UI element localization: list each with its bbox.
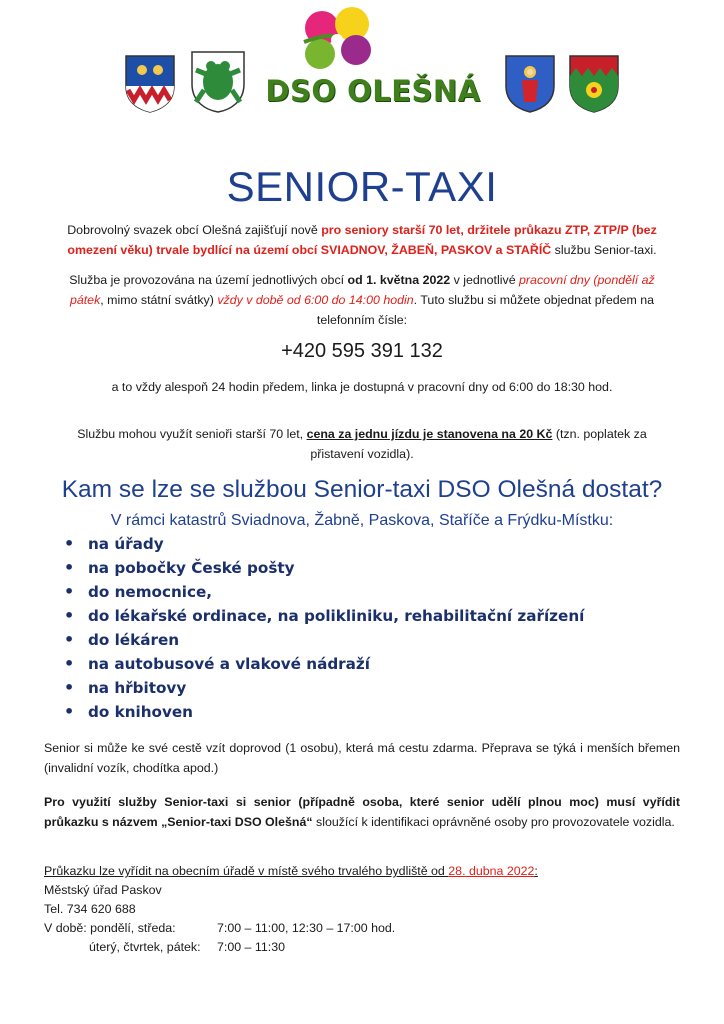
office-colon: : [534,864,538,878]
price-note: (tzn. poplatek za [552,427,647,441]
list-item: • do knihoven [62,700,584,724]
list-item: • do lékařské ordinace, na polikliniku, rehabilitační zařízení [62,604,584,628]
service-holidays: , mimo státní svátky) [100,293,218,307]
price-text: Službu mohou využít senioři starší 70 let, [77,427,307,441]
list-item: • do nemocnice, [62,580,584,604]
service-hours: vždy v době od 6:00 do 14:00 hodin [217,293,414,307]
service-paragraph [44,270,680,330]
price-amount: cena za jednu jízdu je stanovena na 20 Kč [306,427,553,441]
service-start-date: od 1. května 2022 [347,273,451,287]
office-name: Městský úřad Paskov [44,883,162,897]
service-order: . Tuto službu si můžete objednat předem na [413,293,655,307]
card-purpose: sloužící k identifikaci oprávněné osoby pro provozovatele vozidla. [312,815,675,829]
intro-eligibility: pro seniory starší 70 let, držitele průkazu ZTP, ZTP/P (bez [321,223,657,237]
hours-value: 7:00 – 11:00, 12:30 – 17:00 hod. [217,921,396,935]
page-title: SENIOR-TAXI [226,163,498,210]
intro-paragraph [44,220,680,260]
office-lead: Průkazku lze vyřídit na obecním úřadě v místě svého trvalého bydliště od [44,864,449,878]
phone-note: a to vždy alespoň 24 hodin předem, linka je dostupná v pracovní dny od 6:00 do 18:30 hod. [111,380,613,394]
clover-logo-icon [292,2,382,78]
phone-number: +420 595 391 132 [281,340,443,362]
intro-municipalities: omezení věku) trvale bydlící na území obcí SVIADNOV, ŽABEŇ, PASKOV a STAŘÍČ [67,243,552,257]
destinations-list [62,532,584,724]
staric-crest [568,54,620,114]
price-paragraph [44,424,680,464]
intro-service: službu Senior-taxi. [551,243,657,257]
hours-label: V době: pondělí, středa: [44,921,176,935]
destinations-subheading: V rámci katastrů Sviadnova, Žabně, Paskova, Staříče a Frýdku-Místku: [110,512,614,529]
service-days-end: pátek [69,293,101,307]
service-days: pracovní dny (pondělí až [519,273,655,287]
list-item: • na úřady [62,532,584,556]
list-item: • na hřbitovy [62,676,584,700]
list-item: • na pobočky České pošty [62,556,584,580]
list-item: • na autobusové a vlakové nádraží [62,652,584,676]
paskov-crest [504,54,556,114]
hours-value-2: 7:00 – 11:30 [217,940,285,954]
card-paragraph [44,792,680,832]
destinations-heading: Kam se lze se službou Senior-taxi DSO Olešná dostat? [61,476,663,503]
service-text: Služba je provozována na území jednotlivých obcí [69,273,348,287]
header [0,0,724,130]
intro-text: Dobrovolný svazek obcí Olešná zajišťují nově [67,223,322,237]
office-date: 28. dubna 2022 [448,864,535,878]
office-info [44,862,538,957]
zaben-crest [190,50,246,114]
logo-text: DSO OLEŠNÁ [265,74,481,108]
office-phone: Tel. 734 620 688 [44,902,136,916]
sviadnov-crest [124,54,176,114]
card-requirement: Pro využití služby Senior-taxi si senior (případně osoba, které senior udělí plnou moc) musí vyřídit průkazku s názvem „Senior-taxi DSO Olešná“ [44,795,680,829]
price-note-end: přistavení vozidla). [310,447,414,461]
companion-paragraph: Senior si může ke své cestě vzít doprovod (1 osobu), která má cestu zdarma. Přeprava se týká i menších břemen (invalidní vozík, chodítka apod.) [44,741,680,775]
service-text-2: v jednotlivé [450,273,520,287]
list-item: • do lékáren [62,628,584,652]
hours-label-2: úterý, čtvrtek, pátek: [89,940,201,954]
service-phone-label: telefonním čísle: [316,313,408,327]
